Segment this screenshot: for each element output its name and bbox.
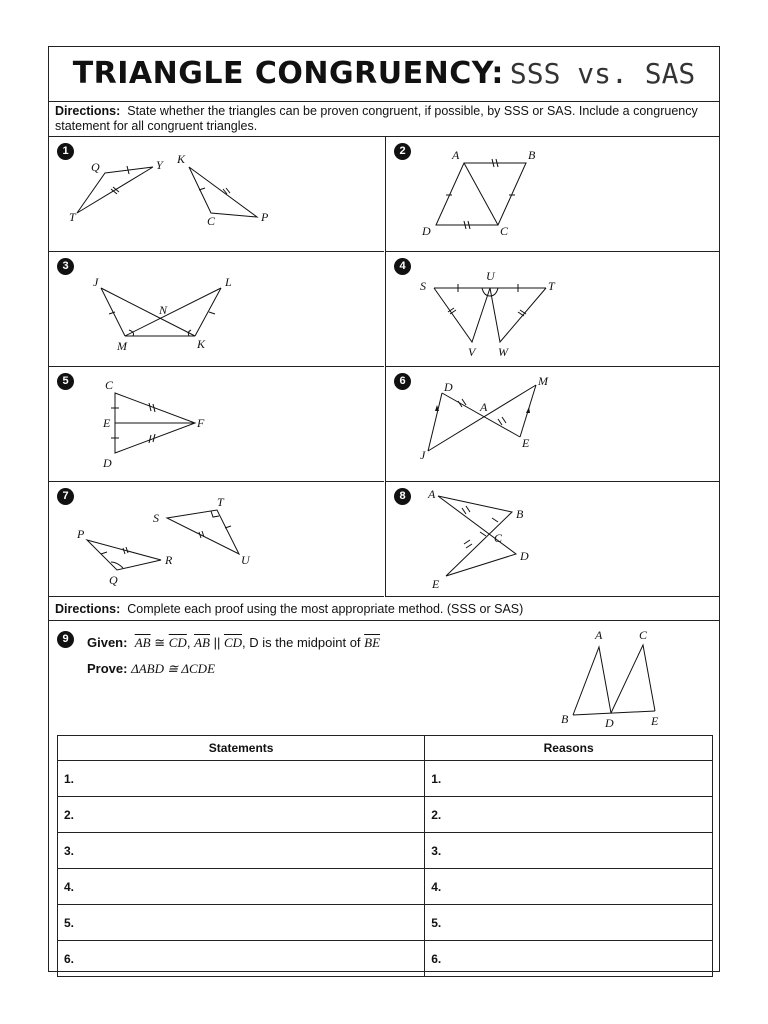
statement-cell[interactable]: 1. <box>58 761 425 797</box>
reason-cell[interactable]: 4. <box>425 869 713 905</box>
page-title <box>49 47 719 102</box>
problem-3 <box>49 252 384 367</box>
vertex-label: N <box>159 303 168 317</box>
vertex-label: L <box>225 275 232 289</box>
segment: $\overline{AB}$ <box>194 635 210 650</box>
vertex-label: D <box>605 716 614 730</box>
vertex-label: B <box>561 712 569 726</box>
vertex-label: F <box>197 416 205 430</box>
problem-8 <box>385 482 720 597</box>
prove-statement <box>87 661 215 677</box>
vertex-label: E <box>432 577 440 591</box>
vertex-label: A <box>452 148 460 162</box>
problem-number: 3 <box>57 258 74 275</box>
directions-label: Directions: <box>55 602 121 616</box>
proof-section <box>49 621 719 971</box>
vertex-label: K <box>177 152 186 166</box>
vertex-label: D <box>444 380 453 394</box>
figure-4 <box>386 252 721 367</box>
title-main: TRIANGLE CONGRUENCY: <box>72 56 504 91</box>
vertex-label: A <box>428 487 436 501</box>
given-label: Given: <box>87 635 128 650</box>
problem-number: 6 <box>394 373 411 390</box>
vertex-label: P <box>77 527 85 541</box>
vertex-label: M <box>117 339 127 353</box>
reason-cell[interactable]: 3. <box>425 833 713 869</box>
vertex-label: J <box>420 448 426 462</box>
statements-header: Statements <box>58 736 425 761</box>
problem-6 <box>385 367 720 482</box>
vertex-label: B <box>516 507 524 521</box>
problem-number: 9 <box>57 631 74 648</box>
figure-3 <box>49 252 384 367</box>
worksheet <box>48 46 720 972</box>
vertex-label: D <box>520 549 529 563</box>
table-row <box>58 761 713 797</box>
problem-number: 5 <box>57 373 74 390</box>
vertex-label: U <box>486 269 495 283</box>
problem-7 <box>49 482 384 597</box>
vertex-label: C <box>105 378 114 392</box>
vertex-label: U <box>241 553 250 567</box>
parallel-symbol: || <box>213 635 221 650</box>
vertex-label: J <box>93 275 99 289</box>
problem-number: 7 <box>57 488 74 505</box>
vertex-label: S <box>153 511 159 525</box>
directions-proof <box>49 597 719 621</box>
reason-cell[interactable]: 2. <box>425 797 713 833</box>
statement-cell[interactable]: 4. <box>58 869 425 905</box>
vertex-label: C <box>207 214 216 228</box>
congruent-symbol: ≅ <box>154 635 166 650</box>
problem-2 <box>385 137 720 252</box>
vertex-label: K <box>197 337 206 351</box>
vertex-label: P <box>261 210 269 224</box>
problem-number: 1 <box>57 143 74 160</box>
vertex-label: T <box>217 495 224 509</box>
vertex-label: B <box>528 148 536 162</box>
reason-cell[interactable]: 6. <box>425 941 713 977</box>
vertex-label: R <box>165 553 173 567</box>
given-statement <box>87 635 380 651</box>
figure-8 <box>386 482 721 597</box>
problem-number: 2 <box>394 143 411 160</box>
table-row <box>58 833 713 869</box>
table-row <box>58 941 713 977</box>
vertex-label: T <box>69 210 76 224</box>
statement-cell[interactable]: 3. <box>58 833 425 869</box>
statement-cell[interactable]: 5. <box>58 905 425 941</box>
segment: $\overline{AB}$ <box>134 635 151 650</box>
statement-cell[interactable]: 6. <box>58 941 425 977</box>
reason-cell[interactable]: 5. <box>425 905 713 941</box>
separator: , <box>186 635 191 650</box>
directions-label: Directions: <box>55 104 121 118</box>
vertex-label: C <box>494 531 503 545</box>
figure-5 <box>49 367 384 482</box>
directions-text: Complete each proof using the most appropriate method. (SSS or SAS) <box>127 602 524 616</box>
title-sub: SSS vs. SAS <box>509 57 696 90</box>
segment: $\overline{CD}$ <box>168 635 187 650</box>
vertex-label: Q <box>109 573 118 587</box>
proof-figure <box>557 625 707 735</box>
problem-5 <box>49 367 384 482</box>
segment: $\overline{BE}$ <box>364 635 381 650</box>
problem-number: 4 <box>394 258 411 275</box>
proof-table <box>57 735 713 977</box>
vertex-label: Y <box>156 158 163 172</box>
problem-grid <box>49 137 719 597</box>
vertex-label: D <box>422 224 431 238</box>
vertex-label: S <box>420 279 426 293</box>
problem-number: 8 <box>394 488 411 505</box>
vertex-label: V <box>468 345 476 359</box>
midpoint-text: , D is the midpoint of <box>242 635 361 650</box>
vertex-label: Q <box>91 160 100 174</box>
table-row <box>58 869 713 905</box>
vertex-label: E <box>522 436 530 450</box>
reason-cell[interactable]: 1. <box>425 761 713 797</box>
problem-1 <box>49 137 384 252</box>
table-row <box>58 797 713 833</box>
prove-label: Prove: <box>87 661 128 676</box>
figure-2 <box>386 137 721 252</box>
figure-7 <box>49 482 384 597</box>
problem-4 <box>385 252 720 367</box>
vertex-label: A <box>480 400 488 414</box>
figure-1 <box>49 137 384 252</box>
figure-6 <box>386 367 721 482</box>
vertex-label: M <box>538 374 548 388</box>
table-row <box>58 905 713 941</box>
vertex-label: C <box>639 628 648 642</box>
statement-cell[interactable]: 2. <box>58 797 425 833</box>
directions-top <box>49 101 719 137</box>
directions-text: State whether the triangles can be proven congruent, if possible, by SSS or SAS. Include a congruency statement for all congruent triangles. <box>55 104 698 133</box>
vertex-label: D <box>103 456 112 470</box>
vertex-label: A <box>595 628 603 642</box>
vertex-label: E <box>103 416 111 430</box>
reasons-header: Reasons <box>425 736 713 761</box>
prove-text: ΔABD ≅ ΔCDE <box>131 661 216 676</box>
segment: $\overline{CD}$ <box>223 635 243 650</box>
vertex-label: E <box>651 714 659 728</box>
vertex-label: C <box>500 224 509 238</box>
vertex-label: T <box>548 279 555 293</box>
vertex-label: W <box>498 345 508 359</box>
